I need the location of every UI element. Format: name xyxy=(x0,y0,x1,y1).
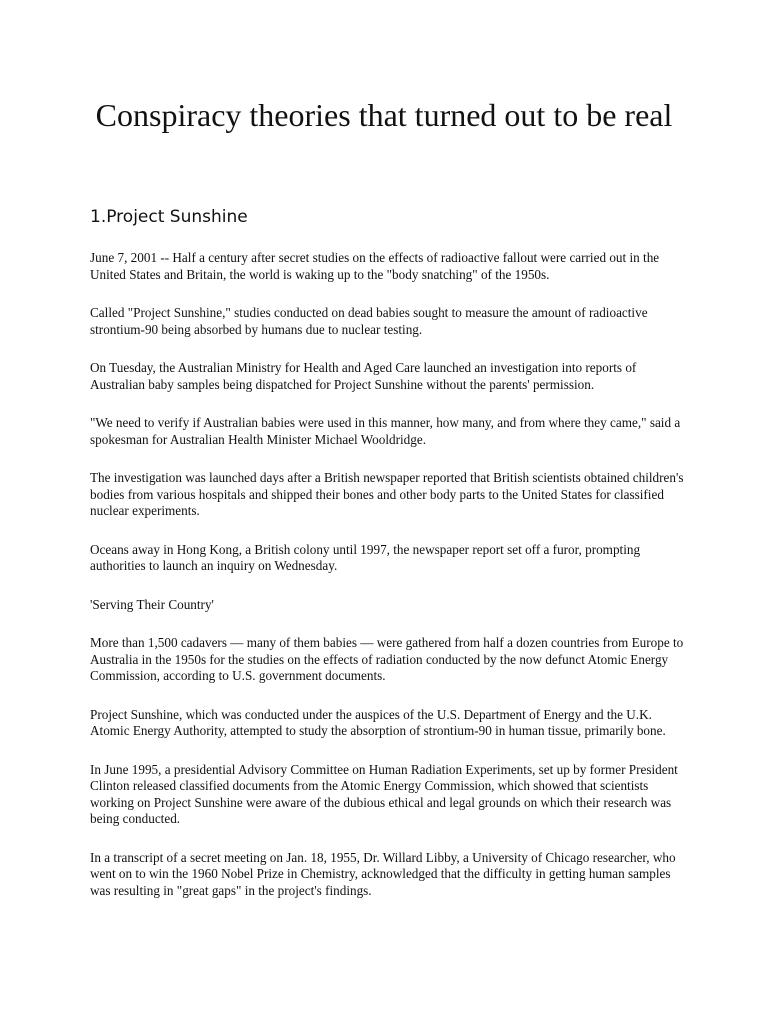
subheading-serving-their-country: 'Serving Their Country' xyxy=(90,596,214,612)
paragraph-2: Called "Project Sunshine," studies conducted on dead babies sought to measure the amount of radioactive strontium-90 being absorbed by humans due to nuclear testing. xyxy=(90,305,648,337)
paragraph-4: "We need to verify if Australian babies were used in this manner, how many, and from where they came," said a spokesman for Australian Health Minister Michael Wooldridge. xyxy=(90,415,681,447)
document-title: Conspiracy theories that turned out to be real xyxy=(95,97,673,133)
paragraph-8: Project Sunshine, which was conducted under the auspices of the U.S. Department of Energy and the U.K. Atomic Energy Authority, attempted to study the absorption of strontium-90 in human tissue, primarily bone. xyxy=(90,706,666,738)
document-body xyxy=(90,250,690,921)
paragraph-3: On Tuesday, the Australian Ministry for Health and Aged Care launched an investigation into reports of Australian baby samples being dispatched for Project Sunshine without the parents' permission. xyxy=(90,360,637,392)
section-heading: 1.Project Sunshine xyxy=(90,207,248,227)
paragraph-10: In a transcript of a secret meeting on Jan. 18, 1955, Dr. Willard Libby, a University of Chicago researcher, who went on to win the 1960 Nobel Prize in Chemistry, acknowledged that the difficulty in getting human samples was resulting in "great gaps" in the project's findings. xyxy=(90,849,676,898)
paragraph-7: More than 1,500 cadavers — many of them babies — were gathered from half a dozen countries from Europe to Australia in the 1950s for the studies on the effects of radiation conducted by the now defunct Atomic Energy Commission, according to U.S. government documents. xyxy=(90,635,684,683)
paragraph-6: Oceans away in Hong Kong, a British colony until 1997, the newspaper report set off a furor, prompting authorities to launch an inquiry on Wednesday. xyxy=(90,541,641,573)
paragraph-5: The investigation was launched days after a British newspaper reported that British scientists obtained children's bodies from various hospitals and shipped their bones and other body parts to the United States for classified nuclear experiments. xyxy=(90,470,684,518)
paragraph-1: June 7, 2001 -- Half a century after secret studies on the effects of radioactive fallout were carried out in the United States and Britain, the world is waking up to the "body snatching" of the 1950s. xyxy=(90,250,660,282)
paragraph-9: In June 1995, a presidential Advisory Committee on Human Radiation Experiments, set up by former President Clinton released classified documents from the Atomic Energy Commission, which showed that scientists working on Project Sunshine were aware of the dubious ethical and legal grounds on which their research was being conducted. xyxy=(90,761,678,826)
